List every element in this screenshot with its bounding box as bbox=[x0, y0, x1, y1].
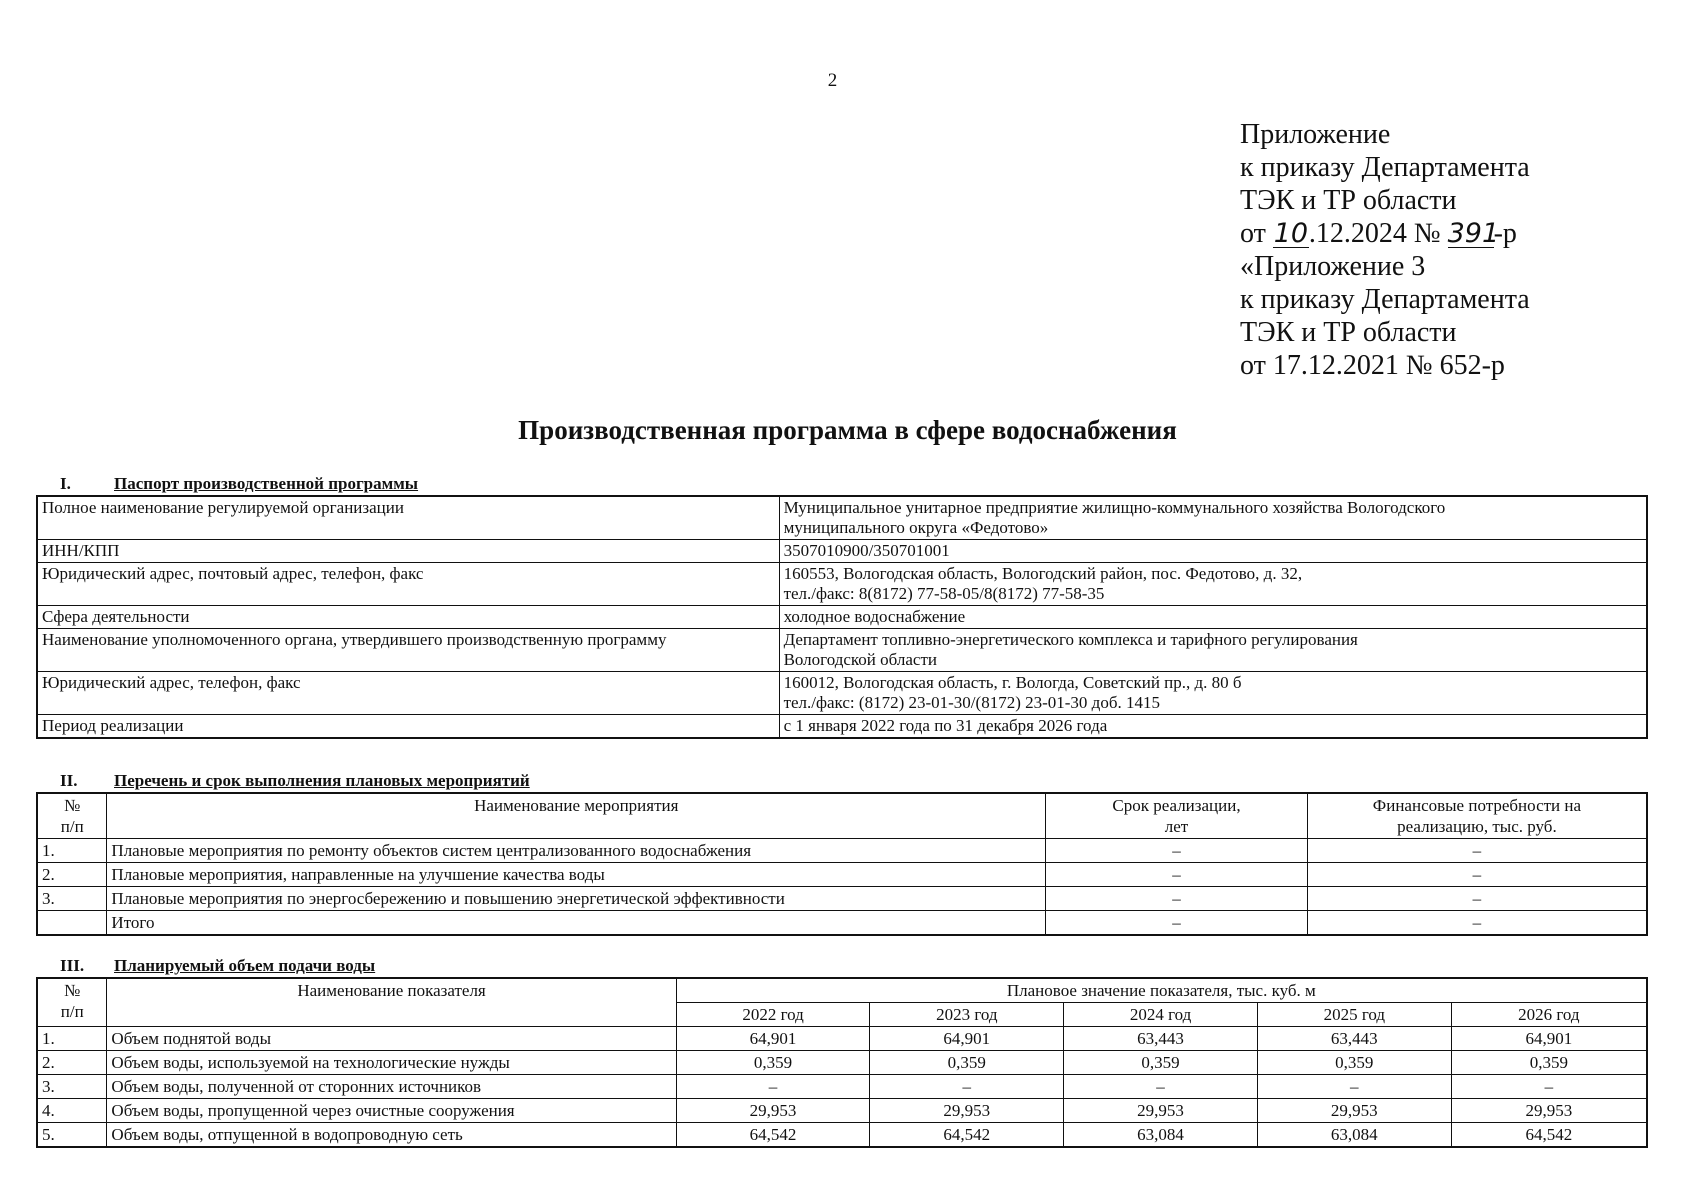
value-line: Вологодской области bbox=[783, 650, 937, 669]
row-value: 64,542 bbox=[870, 1123, 1064, 1148]
row-value: 0,359 bbox=[1257, 1051, 1451, 1075]
activities-table bbox=[36, 792, 1648, 936]
header-line: п/п bbox=[60, 1002, 84, 1021]
table-row bbox=[37, 863, 1647, 887]
row-value: 64,901 bbox=[870, 1027, 1064, 1051]
appendix-line: ТЭК и ТР области bbox=[1240, 185, 1457, 216]
row-term: – bbox=[1046, 863, 1308, 887]
row-label: Юридический адрес, почтовый адрес, телефон, факс bbox=[37, 563, 779, 606]
row-value: 0,359 bbox=[1451, 1051, 1647, 1075]
row-no: 1. bbox=[37, 839, 107, 863]
row-finance: – bbox=[1307, 863, 1647, 887]
row-name: Объем воды, отпущенной в водопроводную сеть bbox=[107, 1123, 676, 1148]
row-value: 0,359 bbox=[870, 1051, 1064, 1075]
row-no bbox=[37, 911, 107, 936]
row-name: Объем поднятой воды bbox=[107, 1027, 676, 1051]
row-no: 4. bbox=[37, 1099, 107, 1123]
water-supply-table bbox=[36, 977, 1648, 1148]
order-suffix: -р bbox=[1493, 218, 1517, 249]
row-term: – bbox=[1046, 839, 1308, 863]
document-title: Производственная программа в сфере водоснабжения bbox=[518, 415, 1177, 445]
table-row bbox=[37, 496, 1647, 540]
row-no: 3. bbox=[37, 1075, 107, 1099]
header-no bbox=[37, 793, 107, 839]
appendix-line: «Приложение 3 bbox=[1240, 251, 1426, 282]
row-value: 63,443 bbox=[1064, 1027, 1258, 1051]
section-title: Паспорт производственной программы bbox=[114, 474, 419, 493]
row-no: 5. bbox=[37, 1123, 107, 1148]
row-name: Плановые мероприятия по ремонту объектов систем централизованного водоснабжения bbox=[107, 839, 1046, 863]
row-label: ИНН/КПП bbox=[37, 540, 779, 563]
header-line: Финансовые потребности на bbox=[1372, 796, 1582, 815]
row-value bbox=[779, 629, 1647, 672]
table-header-row bbox=[37, 793, 1647, 839]
header-name: Наименование показателя bbox=[107, 978, 676, 1027]
value-line: Муниципальное унитарное предприятие жилищно-коммунального хозяйства Вологодского bbox=[783, 498, 1446, 517]
row-value: – bbox=[870, 1075, 1064, 1099]
row-no: 1. bbox=[37, 1027, 107, 1051]
row-name: Итого bbox=[107, 911, 1046, 936]
row-finance: – bbox=[1307, 839, 1647, 863]
table-row bbox=[37, 1075, 1647, 1099]
table-total-row bbox=[37, 911, 1647, 936]
order-date-text: .12.2024 № bbox=[1308, 218, 1441, 249]
row-name: Объем воды, пропущенной через очистные сооружения bbox=[107, 1099, 676, 1123]
header-year: 2022 год bbox=[676, 1003, 870, 1027]
row-value: – bbox=[1451, 1075, 1647, 1099]
row-finance: – bbox=[1307, 911, 1647, 936]
page-number: 2 bbox=[827, 70, 838, 91]
handwritten-order-number: 391 bbox=[1447, 218, 1500, 249]
row-value: 63,084 bbox=[1064, 1123, 1258, 1148]
header-year: 2026 год bbox=[1451, 1003, 1647, 1027]
row-name: Плановые мероприятия, направленные на улучшение качества воды bbox=[107, 863, 1046, 887]
row-value: 63,084 bbox=[1257, 1123, 1451, 1148]
row-value: холодное водоснабжение bbox=[779, 606, 1647, 629]
header-group: Плановое значение показателя, тыс. куб. м bbox=[676, 978, 1647, 1003]
row-value bbox=[779, 672, 1647, 715]
section-3-heading bbox=[60, 957, 375, 975]
table-row bbox=[37, 1051, 1647, 1075]
row-name: Объем воды, используемой на технологические нужды bbox=[107, 1051, 676, 1075]
table-row bbox=[37, 540, 1647, 563]
header-year: 2025 год bbox=[1257, 1003, 1451, 1027]
section-number: II. bbox=[60, 771, 78, 790]
appendix-line: к приказу Департамента bbox=[1240, 284, 1530, 315]
row-value: 29,953 bbox=[1064, 1099, 1258, 1123]
section-2-heading bbox=[60, 772, 530, 790]
value-line: 160553, Вологодская область, Вологодский район, пос. Федотово, д. 32, bbox=[783, 564, 1303, 583]
row-value bbox=[779, 563, 1647, 606]
row-label: Наименование уполномоченного органа, утвердившего производственную программу bbox=[37, 629, 779, 672]
row-term: – bbox=[1046, 887, 1308, 911]
row-value: – bbox=[1257, 1075, 1451, 1099]
handwritten-day: 10 bbox=[1273, 218, 1309, 249]
passport-table bbox=[36, 495, 1648, 739]
table-row bbox=[37, 563, 1647, 606]
header-no bbox=[37, 978, 107, 1027]
row-label: Полное наименование регулируемой организации bbox=[37, 496, 779, 540]
row-value: 29,953 bbox=[1451, 1099, 1647, 1123]
row-value: 64,542 bbox=[1451, 1123, 1647, 1148]
table-row bbox=[37, 887, 1647, 911]
row-value: 3507010900/350701001 bbox=[779, 540, 1647, 563]
header-term bbox=[1046, 793, 1308, 839]
header-line: № bbox=[64, 796, 81, 815]
section-number: I. bbox=[60, 474, 71, 493]
appendix-order-line bbox=[1240, 217, 1530, 250]
appendix-line: ТЭК и ТР области bbox=[1240, 317, 1457, 348]
header-year: 2024 год bbox=[1064, 1003, 1258, 1027]
value-line: муниципального округа «Федотово» bbox=[783, 518, 1049, 537]
row-value bbox=[779, 496, 1647, 540]
header-line: № bbox=[64, 981, 81, 1000]
row-label: Юридический адрес, телефон, факс bbox=[37, 672, 779, 715]
header-line: п/п bbox=[60, 817, 84, 836]
table-header-row bbox=[37, 978, 1647, 1003]
section-title: Планируемый объем подачи воды bbox=[114, 956, 376, 975]
row-finance: – bbox=[1307, 887, 1647, 911]
row-value: 64,542 bbox=[676, 1123, 870, 1148]
row-value: 29,953 bbox=[1257, 1099, 1451, 1123]
appendix-line: от 17.12.2021 № 652-р bbox=[1240, 350, 1505, 381]
table-row bbox=[37, 1099, 1647, 1123]
row-value: 29,953 bbox=[870, 1099, 1064, 1123]
header-finance bbox=[1307, 793, 1647, 839]
table-row bbox=[37, 629, 1647, 672]
row-no: 2. bbox=[37, 863, 107, 887]
row-name: Плановые мероприятия по энергосбережению и повышению энергетической эффективности bbox=[107, 887, 1046, 911]
section-1-heading bbox=[60, 475, 418, 493]
section-number: III. bbox=[60, 956, 85, 975]
table-row bbox=[37, 672, 1647, 715]
header-name: Наименование мероприятия bbox=[107, 793, 1046, 839]
value-line: Департамент топливно-энергетического комплекса и тарифного регулирования bbox=[783, 630, 1358, 649]
value-line: тел./факс: (8172) 23-01-30/(8172) 23-01-30 доб. 1415 bbox=[783, 693, 1160, 712]
row-value: 64,901 bbox=[676, 1027, 870, 1051]
appendix-line: к приказу Департамента bbox=[1240, 152, 1530, 183]
row-term: – bbox=[1046, 911, 1308, 936]
row-value: с 1 января 2022 года по 31 декабря 2026 года bbox=[779, 715, 1647, 739]
row-value: – bbox=[1064, 1075, 1258, 1099]
section-title: Перечень и срок выполнения плановых мероприятий bbox=[114, 771, 530, 790]
row-no: 2. bbox=[37, 1051, 107, 1075]
appendix-line: Приложение bbox=[1240, 119, 1391, 150]
row-name: Объем воды, полученной от сторонних источников bbox=[107, 1075, 676, 1099]
table-row bbox=[37, 715, 1647, 739]
header-line: лет bbox=[1164, 817, 1189, 836]
order-from-label: от bbox=[1240, 218, 1266, 249]
value-line: 160012, Вологодская область, г. Вологда, Советский пр., д. 80 б bbox=[783, 673, 1242, 692]
row-value: 63,443 bbox=[1257, 1027, 1451, 1051]
row-value: 0,359 bbox=[676, 1051, 870, 1075]
table-row bbox=[37, 839, 1647, 863]
table-row bbox=[37, 606, 1647, 629]
row-value: – bbox=[676, 1075, 870, 1099]
row-value: 29,953 bbox=[676, 1099, 870, 1123]
row-value: 0,359 bbox=[1064, 1051, 1258, 1075]
row-label: Сфера деятельности bbox=[37, 606, 779, 629]
table-row bbox=[37, 1027, 1647, 1051]
row-no: 3. bbox=[37, 887, 107, 911]
row-value: 64,901 bbox=[1451, 1027, 1647, 1051]
header-year: 2023 год bbox=[870, 1003, 1064, 1027]
value-line: тел./факс: 8(8172) 77-58-05/8(8172) 77-58-35 bbox=[783, 584, 1105, 603]
appendix-header bbox=[1240, 118, 1530, 382]
header-line: Срок реализации, bbox=[1112, 796, 1241, 815]
row-label: Период реализации bbox=[37, 715, 779, 739]
header-line: реализацию, тыс. руб. bbox=[1397, 817, 1557, 836]
table-row bbox=[37, 1123, 1647, 1148]
